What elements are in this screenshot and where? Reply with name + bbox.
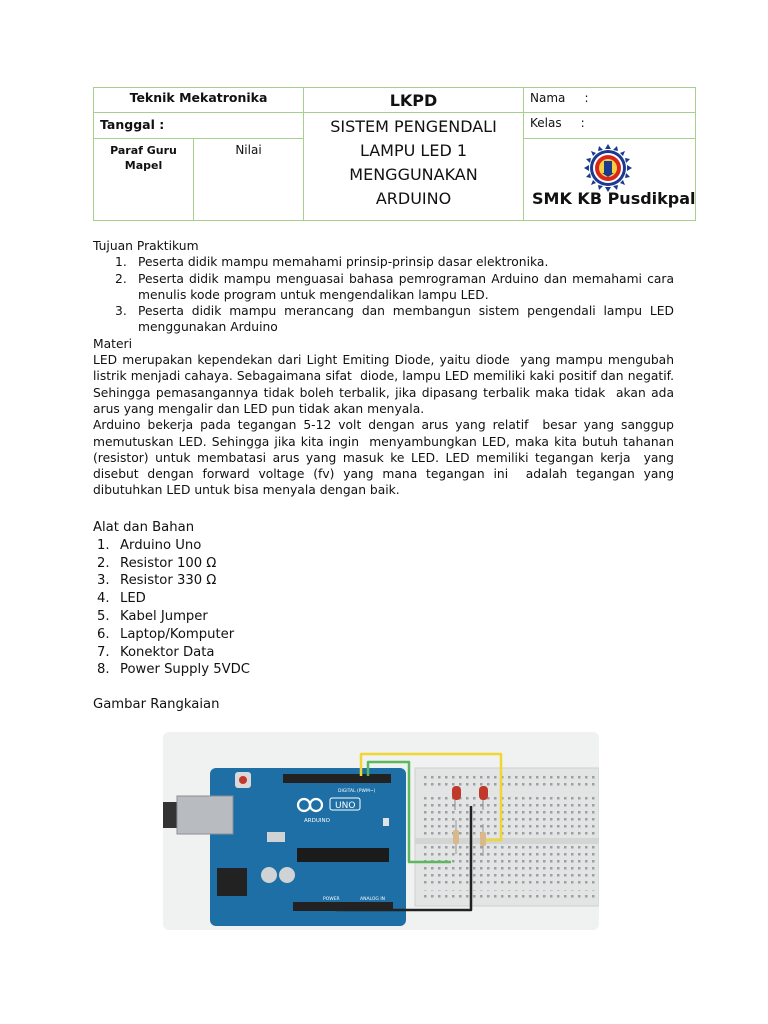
alat-section xyxy=(93,519,250,679)
paraf-cell xyxy=(94,139,194,221)
list-item: 1. Peserta didik mampu memahami prinsip-prinsip dasar elektronika. xyxy=(115,255,549,270)
nilai-cell[interactable] xyxy=(194,139,304,221)
doc-type-cell xyxy=(304,88,524,113)
tanggal-cell[interactable] xyxy=(94,113,304,139)
list-item: 6. Laptop/Komputer xyxy=(97,626,235,642)
list-item: 3. Peserta didik mampu merancang dan membangun sistem pengendali lampu LED menggunakan Arduino xyxy=(115,304,674,335)
school-name: SMK KB Pusdikpal xyxy=(532,189,696,208)
nilai-label: Nilai xyxy=(235,143,262,157)
subject-cell xyxy=(94,88,304,113)
board-model-text: UNO xyxy=(335,801,356,811)
power-label: POWER xyxy=(323,897,340,902)
nama-label: Nama : xyxy=(530,91,589,105)
nama-cell[interactable] xyxy=(524,88,696,113)
materi-heading: Materi xyxy=(93,336,133,351)
list-item: 5. Kabel Jumper xyxy=(97,608,208,624)
kelas-label: Kelas : xyxy=(530,116,585,130)
school-emblem-icon xyxy=(580,143,636,191)
subject-text: Teknik Mekatronika xyxy=(129,90,268,105)
kelas-cell[interactable] xyxy=(524,113,696,139)
list-item: 3. Resistor 330 Ω xyxy=(97,573,217,589)
tanggal-label: Tanggal : xyxy=(100,117,165,132)
list-item: 1. Arduino Uno xyxy=(97,537,202,553)
digital-label: DIGITAL (PWM~) xyxy=(338,789,376,794)
tujuan-heading: Tujuan Praktikum xyxy=(93,239,199,253)
breadboard xyxy=(415,768,599,906)
alat-heading: Alat dan Bahan xyxy=(93,520,195,535)
materi-paragraph-1: LED merupakan kependekan dari Light Emiting Diode, yaitu diode yang mampu mengubah listrik menjadi cahaya. Sebagaimana sifat diode, lampu LED memiliki kaki positif dan negatif. Sehingga pemasangannya tidak boleh terbalik, jika dipasang terbalik maka tidak akan ada arus yang mengalir dan LED pun tidak akan menyala. xyxy=(93,353,678,416)
list-item: 4. LED xyxy=(97,591,146,607)
list-item: 2. Peserta didik mampu menguasai bahasa pemrograman Arduino dan memahami cara menulis kode program untuk mengendalikan lampu LED. xyxy=(115,271,674,302)
board-brand-text: ARDUINO xyxy=(304,818,330,824)
logo-cell xyxy=(524,139,696,221)
tujuan-section xyxy=(93,238,678,499)
doc-type-text: LKPD xyxy=(389,91,438,110)
title-cell xyxy=(304,113,524,221)
circuit-svg xyxy=(163,732,599,930)
header-table xyxy=(93,87,696,221)
list-item: 7. Konektor Data xyxy=(97,644,215,660)
tujuan-list xyxy=(93,254,674,335)
materi-paragraph-2: Arduino bekerja pada tegangan 5-12 volt dengan arus yang relatif besar yang sanggup memutuskan LED. Sehingga jika kita ingin menyambungkan LED, maka kita butuh tahanan (resistor) untuk membatasi arus yang masuk ke LED. LED memiliki tegangan kerja yang disebut dengan forward voltage (fv) yang mana tegangan ini adalah tegangan yang dibutuhkan LED untuk bisa menyala dengan baik. xyxy=(93,418,678,498)
gambar-heading: Gambar Rangkaian xyxy=(93,697,220,712)
paraf-label: Paraf Guru Mapel xyxy=(110,144,177,172)
arduino-board xyxy=(163,768,406,926)
circuit-diagram xyxy=(163,732,599,930)
analog-label: ANALOG IN xyxy=(360,897,386,902)
list-item: 2. Resistor 100 Ω xyxy=(97,555,217,571)
list-item: 8. Power Supply 5VDC xyxy=(97,662,250,678)
document-title: SISTEM PENGENDALI LAMPU LED 1 MENGGUNAKAN ARDUINO xyxy=(330,117,497,208)
alat-list xyxy=(93,537,250,679)
